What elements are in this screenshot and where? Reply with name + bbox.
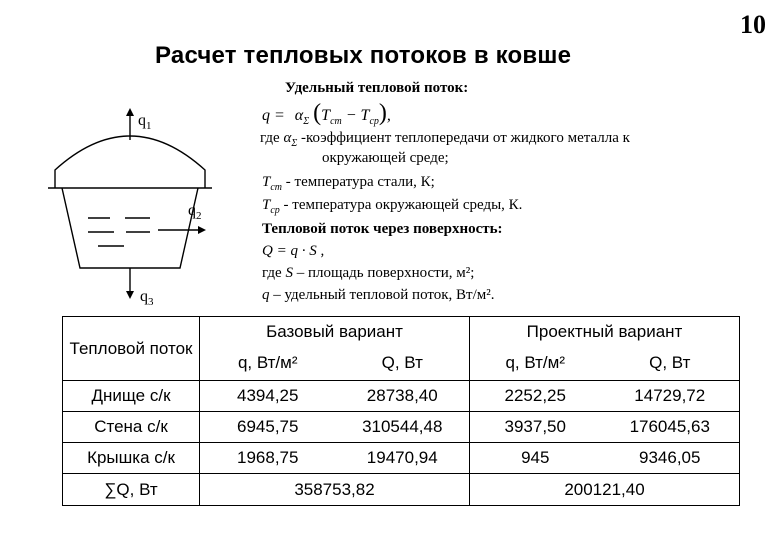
cell-proj-Q: 176045,63	[601, 412, 740, 443]
page-title: Расчет тепловых потоков в ковше	[155, 42, 572, 69]
q3-label: $q_3$	[140, 288, 154, 309]
alpha-definition-cont: окружающей среде;	[322, 150, 449, 166]
table-row	[63, 412, 740, 443]
ladle-diagram	[40, 108, 230, 308]
unit-q-base: q, Вт/м²	[200, 347, 336, 381]
cell-proj-Q: 9346,05	[601, 443, 740, 474]
cell-base-q: 6945,75	[200, 412, 336, 443]
surface-flux-heading: Тепловой поток через поверхность:	[262, 221, 503, 237]
cell-proj-Q: 14729,72	[601, 381, 740, 412]
cell-proj-q: 945	[470, 443, 601, 474]
q1-arrowhead	[126, 108, 134, 116]
col-header-project: Проектный вариант	[470, 317, 740, 347]
cell-base-q: 4394,25	[200, 381, 336, 412]
q2-label: $q_2$	[188, 202, 202, 223]
cell-base-Q: 28738,40	[336, 381, 470, 412]
q2-arrowhead	[198, 226, 206, 234]
total-project: 200121,40	[470, 474, 740, 506]
alpha-definition: где $\alpha_\Sigma$ -коэффициент теплопередачи от жидкого металла к	[260, 130, 630, 149]
heat-flux-table	[62, 316, 740, 506]
area-definition: где S – площадь поверхности, м²;	[262, 265, 475, 281]
q-definition: q – удельный тепловой поток, Вт/м².	[262, 287, 495, 303]
surface-flux-formula: Q = q · S ,	[262, 243, 325, 259]
page-number: 10	[740, 10, 766, 39]
unit-Q-base: Q, Вт	[336, 347, 470, 381]
row-label: Стена с/к	[63, 412, 200, 443]
tst-definition: $T_{ст}$ - температура стали, К;	[262, 174, 435, 193]
col-header-base: Базовый вариант	[200, 317, 470, 347]
table-row	[63, 381, 740, 412]
ladle-lid	[55, 136, 205, 188]
row-label: Крышка с/к	[63, 443, 200, 474]
cell-base-Q: 310544,48	[336, 412, 470, 443]
cell-proj-q: 2252,25	[470, 381, 601, 412]
total-label: ∑Q, Вт	[63, 474, 200, 506]
unit-q-project: q, Вт/м²	[470, 347, 601, 381]
cell-base-q: 1968,75	[200, 443, 336, 474]
unit-Q-project: Q, Вт	[601, 347, 740, 381]
row-label: Днище с/к	[63, 381, 200, 412]
col-header-heat-flux: Тепловой поток	[63, 317, 200, 381]
heat-flux-heading: Удельный тепловой поток:	[285, 80, 469, 96]
table-total-row	[63, 474, 740, 506]
total-base: 358753,82	[200, 474, 470, 506]
table-row	[63, 443, 740, 474]
ladle-body	[62, 188, 198, 268]
heat-flux-formula: $q = \alpha_\Sigma$ $(T_{ст} - T_{ср})$,	[262, 100, 391, 127]
q1-label: $q_1$	[138, 112, 152, 133]
q3-arrowhead	[126, 291, 134, 299]
tsr-definition: $T_{ср}$ - температура окружающей среды, К.	[262, 197, 523, 216]
cell-proj-q: 3937,50	[470, 412, 601, 443]
cell-base-Q: 19470,94	[336, 443, 470, 474]
